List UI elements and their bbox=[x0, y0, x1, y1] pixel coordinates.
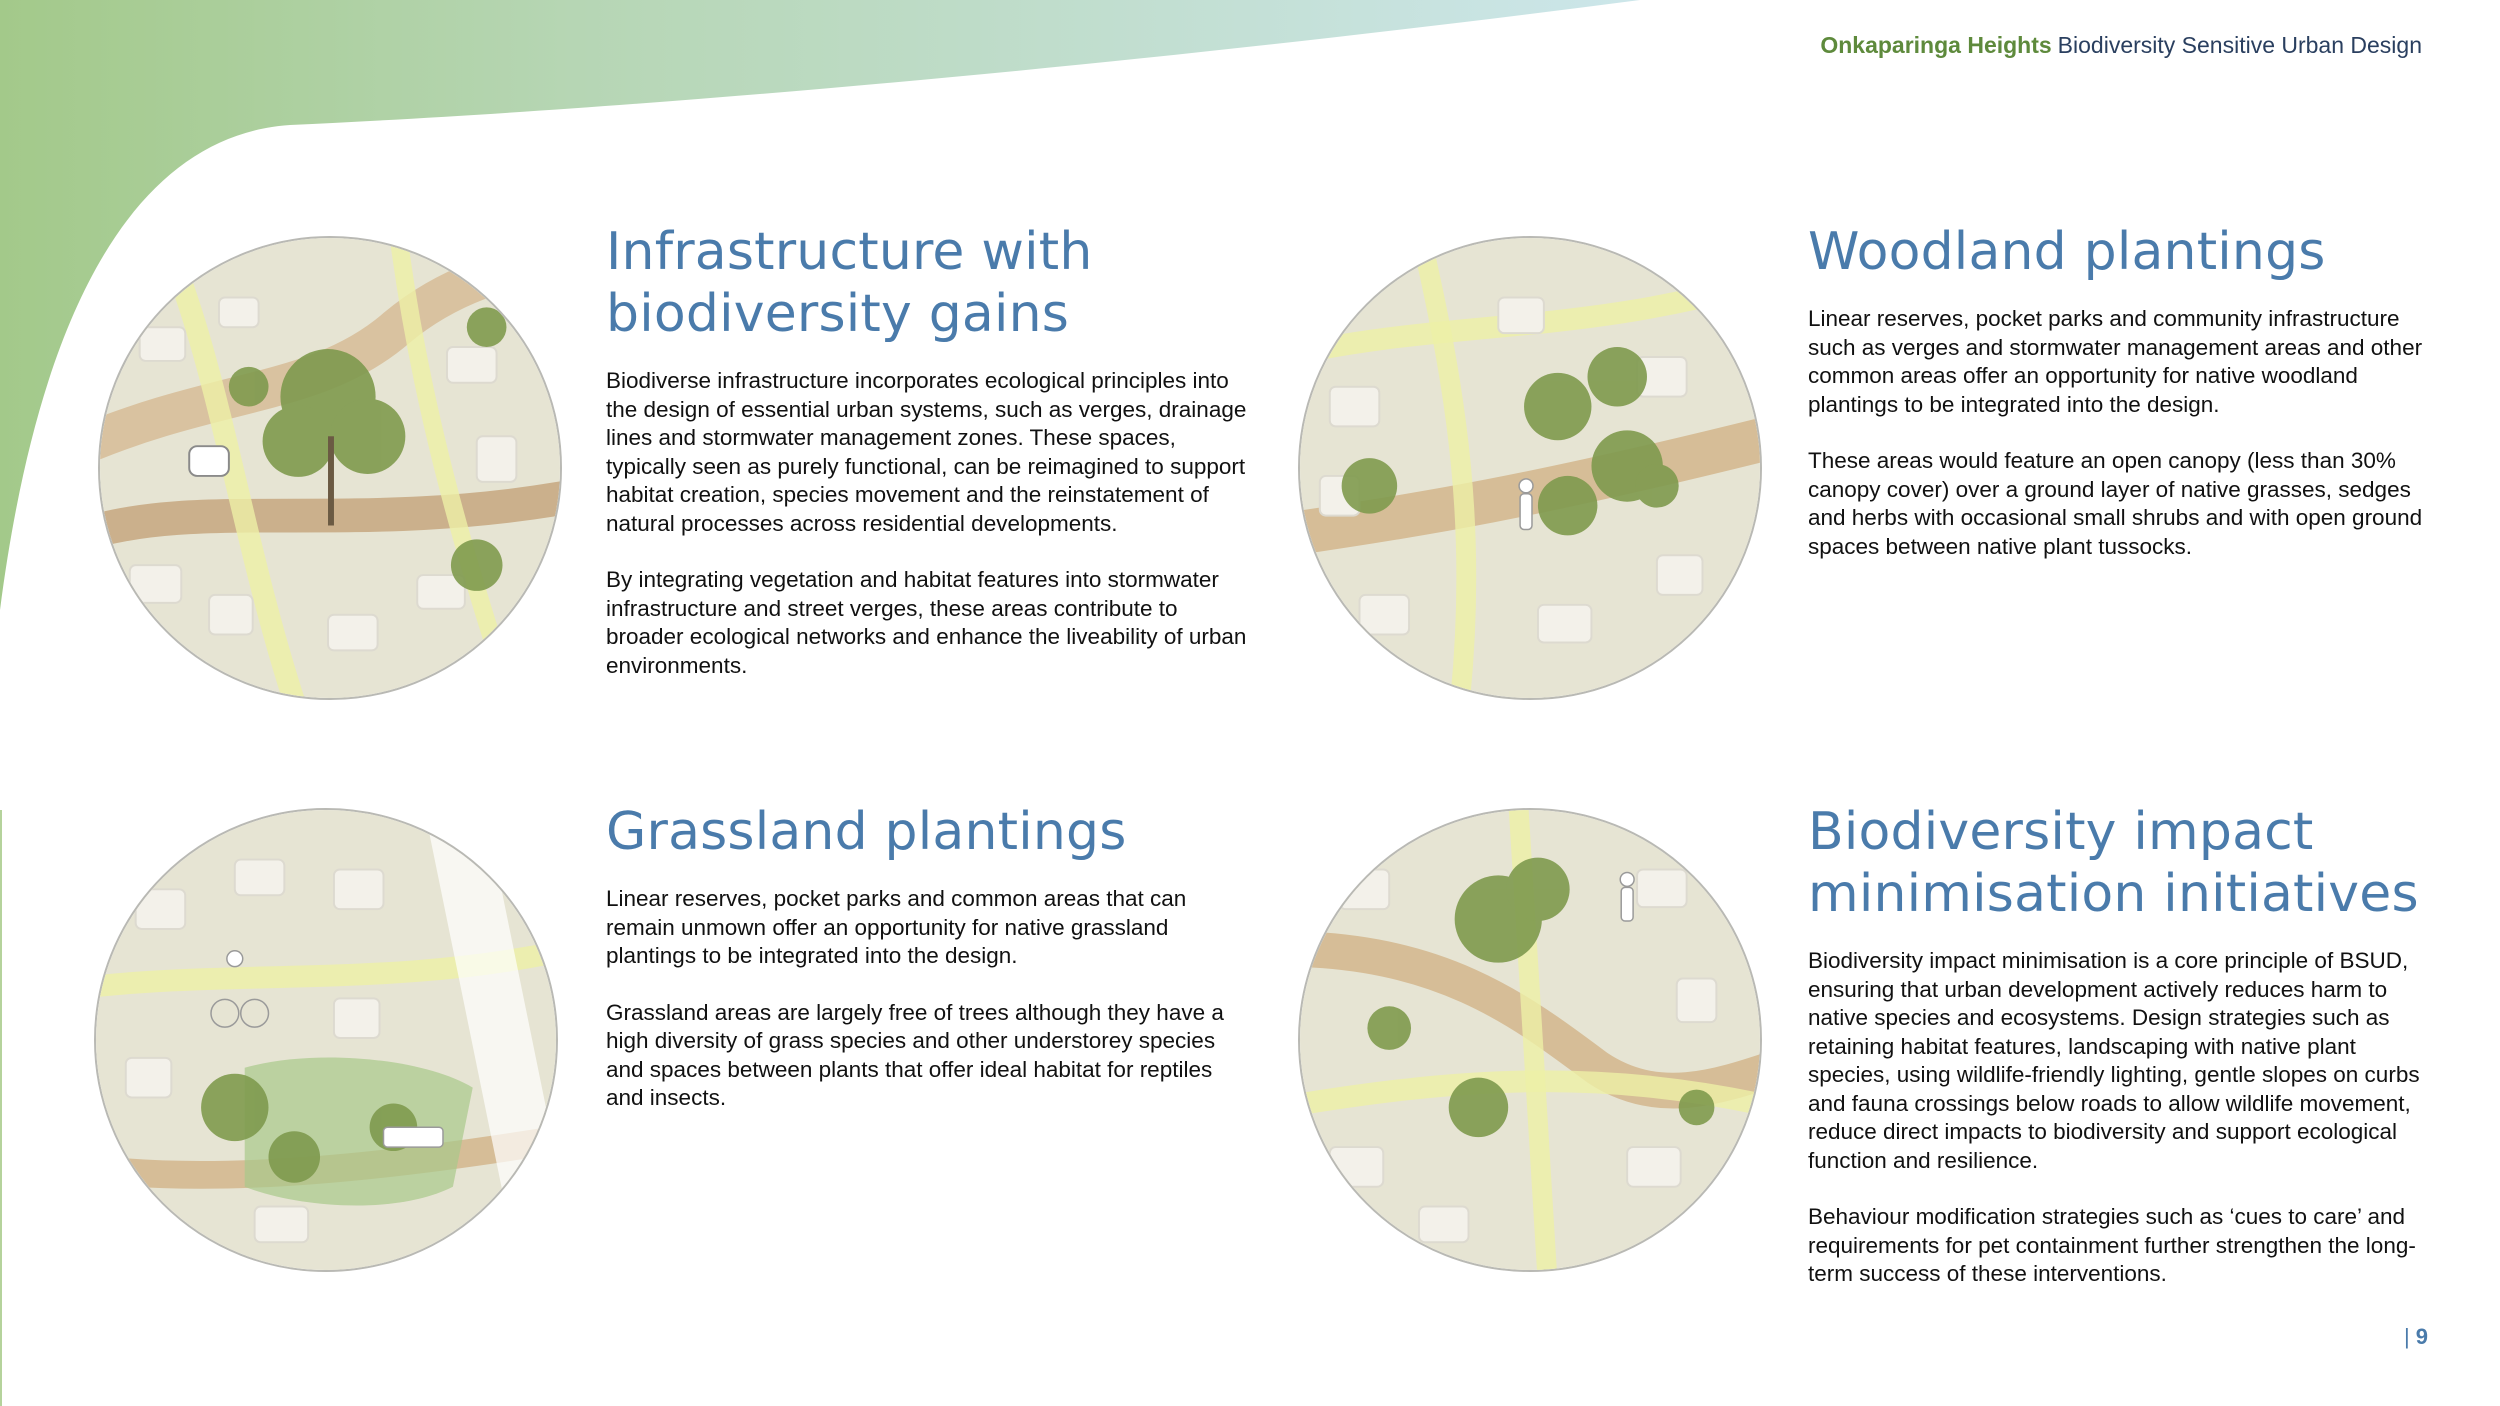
section-title bbox=[1808, 801, 2442, 925]
woodland-aerial-illustration bbox=[1298, 236, 1762, 700]
section-paragraph: Biodiverse infrastructure incorporates ecological principles into the design of essential urban systems, such as verges, drainage lines and stormwater management zones. These spaces, typically seen as purely functional, can be reimagined to support habitat creation, species movement and the reinstatement of natural processes across residential developments. bbox=[606, 368, 1247, 536]
section-impact-minimisation bbox=[1808, 801, 2442, 1317]
section-title-line: Woodland plantings bbox=[1808, 222, 2326, 282]
section-woodland bbox=[1808, 221, 2442, 589]
impact-minimisation-aerial-illustration bbox=[1298, 808, 1762, 1272]
page-number-value: 9 bbox=[2415, 1324, 2428, 1349]
section-paragraph: By integrating vegetation and habitat features into stormwater infrastructure and street verges, these areas contribute to broader ecological networks and enhance the liveability of urban environments. bbox=[606, 567, 1247, 678]
section-title bbox=[606, 221, 1256, 345]
header-brand: Onkaparinga Heights bbox=[1820, 32, 2052, 58]
header-subtitle: Biodiversity Sensitive Urban Design bbox=[2057, 32, 2422, 58]
section-paragraph: Grassland areas are largely free of trees although they have a high diversity of grass species and other understorey species and spaces between plants that offer ideal habitat for reptiles and insects. bbox=[606, 999, 1224, 1110]
document-header bbox=[1820, 32, 2422, 59]
section-paragraph: Behaviour modification strategies such as ‘cues to care’ and requirements for pet containment further strengthen the long-term success of these interventions. bbox=[1808, 1204, 2416, 1286]
infrastructure-aerial-illustration bbox=[98, 236, 562, 700]
section-title-line: Infrastructure with bbox=[606, 222, 1093, 282]
section-grassland bbox=[606, 801, 1256, 1141]
page-number-divider: | bbox=[2404, 1324, 2410, 1349]
section-title-line: biodiversity gains bbox=[606, 284, 1070, 344]
grassland-aerial-illustration bbox=[94, 808, 558, 1272]
section-title bbox=[1808, 221, 2442, 283]
section-title-line: Grassland plantings bbox=[606, 802, 1127, 862]
section-paragraph: These areas would feature an open canopy (less than 30% canopy cover) over a ground layer of native grasses, sedges and herbs with occasional small shrubs and with open ground spaces between native plant tussocks. bbox=[1808, 448, 2423, 559]
section-paragraph: Linear reserves, pocket parks and common areas that can remain unmown offer an opportunity for native grassland plantings to be integrated into the design. bbox=[606, 886, 1187, 968]
section-title bbox=[606, 801, 1256, 863]
section-title-line: Biodiversity impact bbox=[1808, 802, 2314, 862]
section-paragraph: Linear reserves, pocket parks and community infrastructure such as verges and stormwater management areas and other common areas offer an opportunity for native woodland plantings to be integrated into the design. bbox=[1808, 306, 2423, 417]
section-infrastructure bbox=[606, 221, 1256, 708]
page-number bbox=[2404, 1324, 2428, 1350]
section-title-line: minimisation initiatives bbox=[1808, 864, 2419, 924]
section-paragraph: Biodiversity impact minimisation is a core principle of BSUD, ensuring that urban development actively reduces harm to native species and ecosystems. Design strategies such as retaining habitat features, landscaping with native plant species, using wildlife-friendly lighting, gentle slopes on curbs and fauna crossings below roads to allow wildlife movement, reduce direct impacts to biodiversity and support ecological function and resilience. bbox=[1808, 948, 2420, 1173]
